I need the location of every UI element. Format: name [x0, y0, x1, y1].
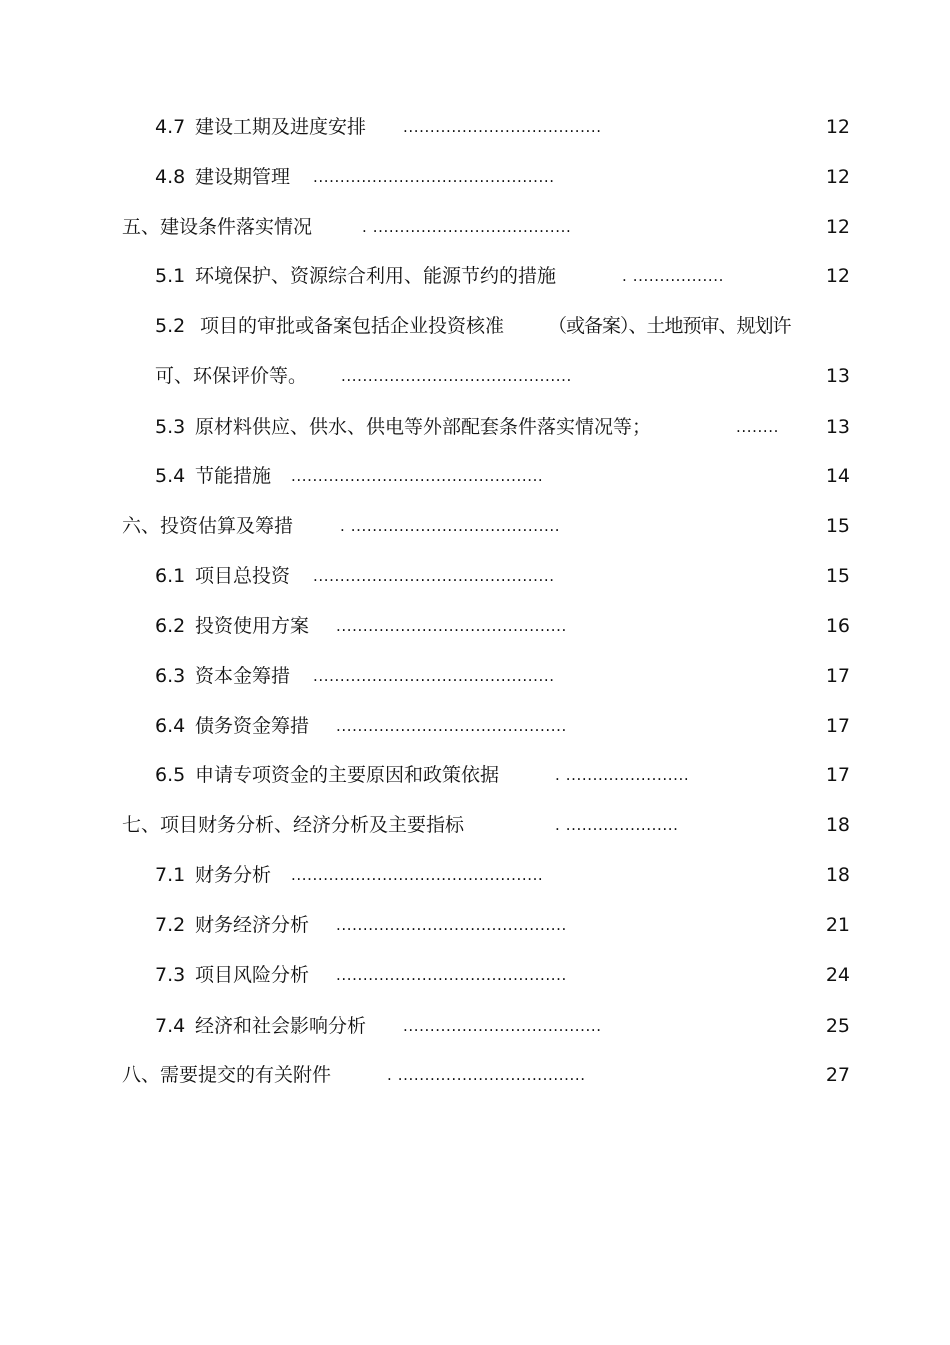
toc-page-number: 13: [825, 416, 850, 438]
toc-dot-leader: ...........................................: [336, 916, 567, 934]
toc-page-number: 18: [825, 814, 850, 836]
toc-dot-leader: . .................: [622, 267, 724, 285]
toc-entry-7-1[interactable]: [0, 860, 950, 890]
toc-dot-leader: ........: [736, 418, 779, 436]
toc-page-number: 12: [825, 216, 850, 238]
toc-dot-leader: . .......................................: [340, 517, 561, 535]
toc-section-number: 6.1: [155, 565, 186, 587]
toc-page-number: 27: [825, 1064, 850, 1086]
toc-section-number: 7.1: [155, 864, 186, 886]
toc-dot-leader: . .......................: [555, 766, 690, 784]
toc-chapter-title: 七、项目财务分析、经济分析及主要指标: [122, 814, 465, 836]
toc-section-number: 7.3: [155, 964, 186, 986]
toc-entry-7-4[interactable]: [0, 1011, 950, 1041]
toc-title: 投资使用方案: [195, 615, 310, 637]
toc-dot-leader: ...........................................: [336, 966, 567, 984]
toc-title-wrapped: 可、环保评价等。: [155, 365, 308, 387]
toc-entry-6-1[interactable]: [0, 561, 950, 591]
toc-page-number: 25: [825, 1015, 850, 1037]
toc-chapter-8[interactable]: [0, 1060, 950, 1090]
toc-page-number: 16: [825, 615, 850, 637]
toc-entry-5-2[interactable]: [0, 311, 950, 341]
toc-section-number: 5.4: [155, 465, 186, 487]
toc-dot-leader: ...........................................: [336, 617, 567, 635]
toc-dot-leader: .............................................: [313, 168, 555, 186]
toc-entry-6-4[interactable]: [0, 711, 950, 741]
toc-entry-6-2[interactable]: [0, 611, 950, 641]
toc-entry-5-1[interactable]: [0, 261, 950, 291]
toc-entry-7-2[interactable]: [0, 910, 950, 940]
toc-dot-leader: . ...................................: [387, 1066, 586, 1084]
toc-page-number: 15: [825, 515, 850, 537]
toc-title: 原材料供应、供水、供电等外部配套条件落实情况等；: [195, 416, 652, 438]
toc-section-number: 7.4: [155, 1015, 186, 1037]
toc-title: 项目的审批或备案包括企业投资核准: [200, 315, 505, 337]
toc-page-number: 21: [825, 914, 850, 936]
toc-title: 建设工期及进度安排: [195, 116, 367, 138]
toc-dot-leader: .....................................: [403, 118, 602, 136]
toc-dot-leader: ...............................................: [291, 866, 544, 884]
toc-dot-leader: ...........................................: [336, 717, 567, 735]
toc-entry-6-5[interactable]: [0, 760, 950, 790]
toc-title: 债务资金筹措: [195, 715, 310, 737]
toc-page-number: 12: [825, 166, 850, 188]
toc-section-number: 6.2: [155, 615, 186, 637]
toc-page-number: 18: [825, 864, 850, 886]
toc-page-number: 13: [825, 365, 850, 387]
toc-chapter-title: 八、需要提交的有关附件: [122, 1064, 332, 1086]
toc-page-number: 17: [825, 665, 850, 687]
toc-dot-leader: .............................................: [313, 567, 555, 585]
toc-title: 环境保护、资源综合利用、能源节约的措施: [195, 265, 557, 287]
toc-page-number: 17: [825, 764, 850, 786]
toc-title: 财务分析: [195, 864, 272, 886]
toc-section-number: 6.5: [155, 764, 186, 786]
toc-chapter-6[interactable]: [0, 511, 950, 541]
toc-page-number: 24: [825, 964, 850, 986]
toc-page-number: 12: [825, 265, 850, 287]
toc-dot-leader: ...........................................: [341, 367, 572, 385]
toc-page-number: 15: [825, 565, 850, 587]
toc-chapter-title: 五、建设条件落实情况: [122, 216, 313, 238]
toc-chapter-7[interactable]: [0, 810, 950, 840]
toc-dot-leader: . .....................................: [362, 218, 572, 236]
toc-entry-4-8[interactable]: [0, 162, 950, 192]
toc-entry-5-3[interactable]: [0, 412, 950, 442]
toc-page-number: 17: [825, 715, 850, 737]
toc-entry-4-7[interactable]: [0, 112, 950, 142]
toc-section-number: 4.8: [155, 166, 186, 188]
toc-dot-leader: ...............................................: [291, 467, 544, 485]
toc-page-number: 12: [825, 116, 850, 138]
toc-title-continued: （或备案）、土地预审、规划许: [548, 315, 791, 337]
toc-section-number: 5.1: [155, 265, 186, 287]
toc-page-number: 14: [825, 465, 850, 487]
toc-dot-leader: .....................................: [403, 1017, 602, 1035]
toc-entry-6-3[interactable]: [0, 661, 950, 691]
toc-section-number: 5.3: [155, 416, 186, 438]
toc-title: 申请专项资金的主要原因和政策依据: [195, 764, 500, 786]
toc-title: 项目风险分析: [195, 964, 310, 986]
toc-chapter-5[interactable]: [0, 212, 950, 242]
toc-chapter-title: 六、投资估算及筹措: [122, 515, 294, 537]
toc-title: 项目总投资: [195, 565, 291, 587]
toc-title: 节能措施: [195, 465, 272, 487]
toc-dot-leader: .............................................: [313, 667, 555, 685]
toc-dot-leader: . .....................: [555, 816, 679, 834]
toc-title: 经济和社会影响分析: [195, 1015, 367, 1037]
toc-entry-7-3[interactable]: [0, 960, 950, 990]
toc-title: 财务经济分析: [195, 914, 310, 936]
toc-section-number: 6.3: [155, 665, 186, 687]
toc-entry-5-4[interactable]: [0, 461, 950, 491]
toc-title: 建设期管理: [195, 166, 291, 188]
toc-section-number: 4.7: [155, 116, 186, 138]
toc-section-number: 6.4: [155, 715, 186, 737]
toc-section-number: 5.2: [155, 315, 186, 337]
toc-title: 资本金筹措: [195, 665, 291, 687]
toc-entry-5-2-wrap[interactable]: [0, 361, 950, 391]
toc-section-number: 7.2: [155, 914, 186, 936]
